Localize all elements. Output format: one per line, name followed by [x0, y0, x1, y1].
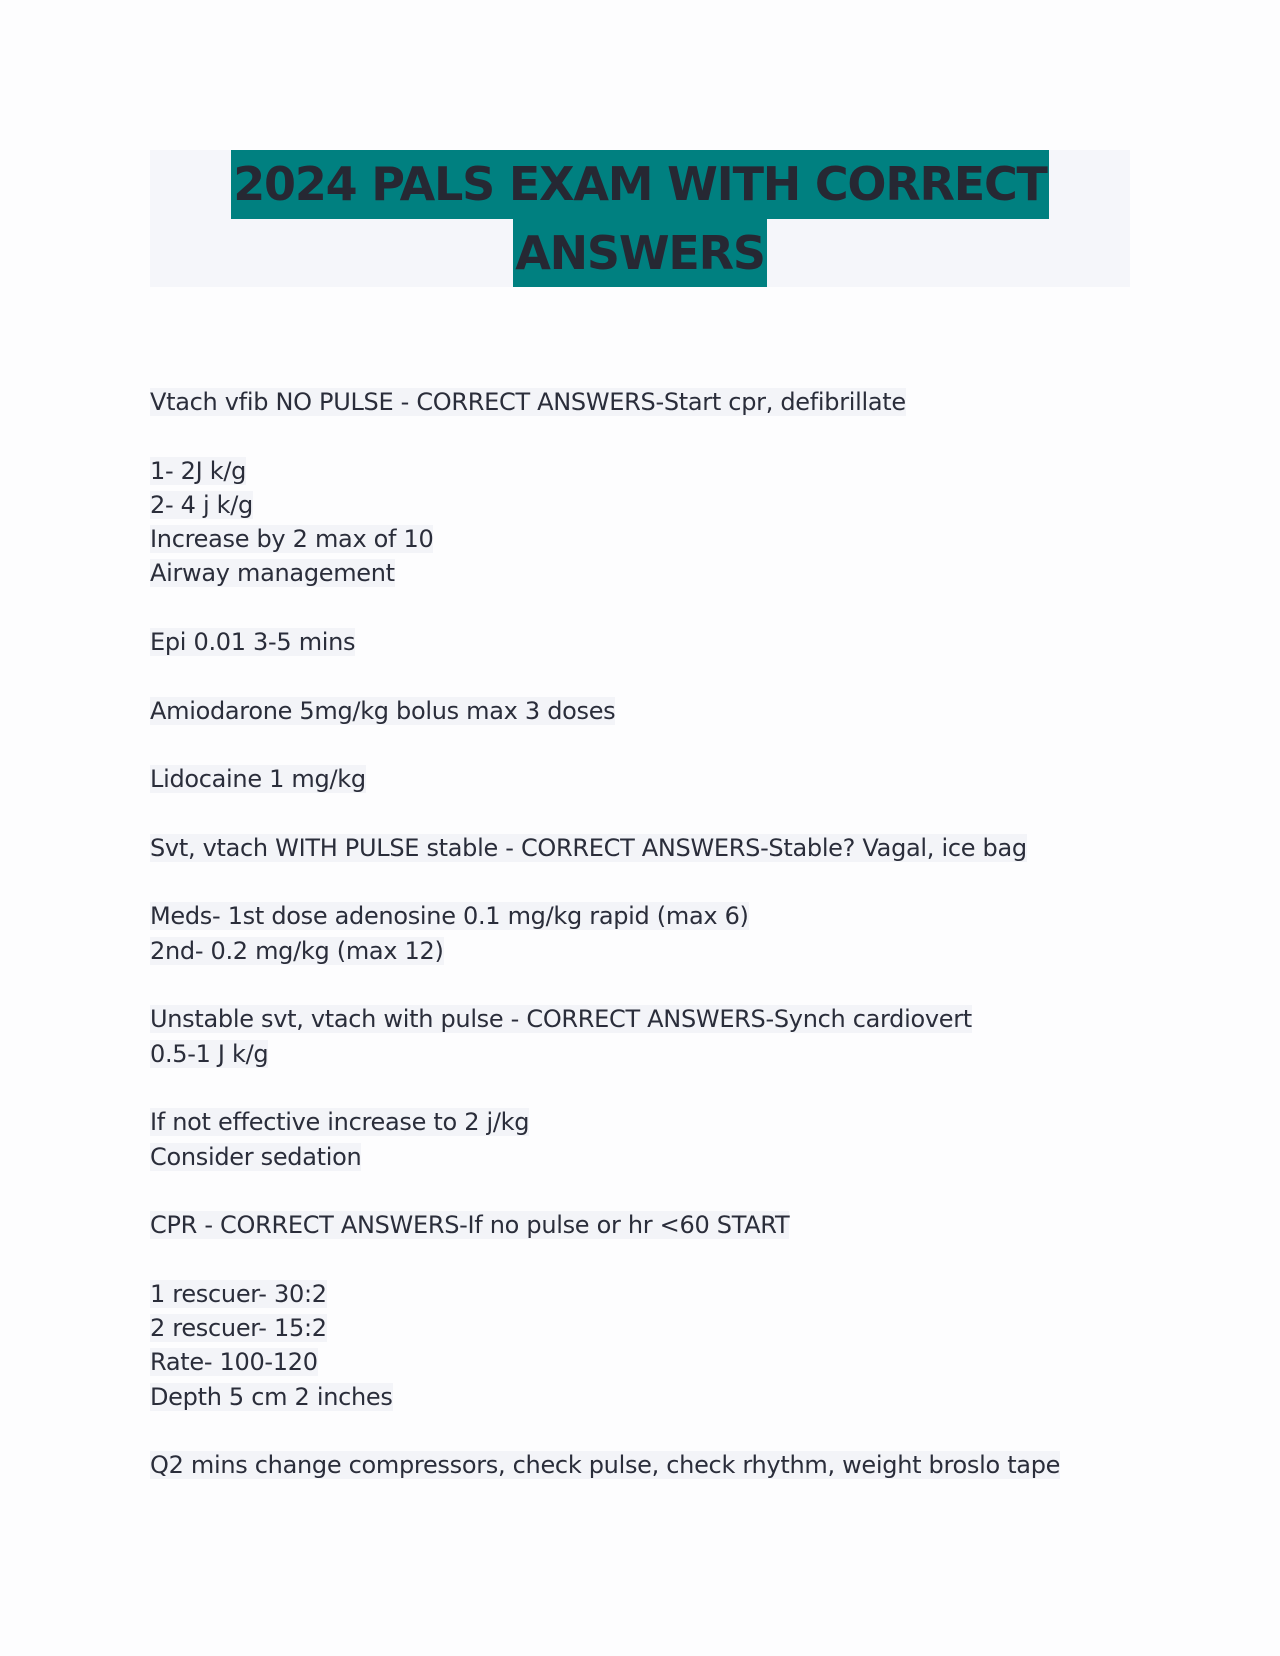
paragraph	[150, 1208, 1130, 1242]
paragraph	[150, 694, 1130, 728]
paragraph	[150, 1105, 1130, 1174]
text-line: 0.5-1 J k/g	[150, 1039, 269, 1068]
text-line: Meds- 1st dose adenosine 0.1 mg/kg rapid (max 6)	[150, 902, 749, 931]
text-line: Amiodarone 5mg/kg bolus max 3 doses	[150, 696, 616, 725]
text-line: 2nd- 0.2 mg/kg (max 12)	[150, 936, 444, 965]
text-line: 2 rescuer- 15:2	[150, 1314, 327, 1343]
document-title-line-2: ANSWERS	[513, 219, 767, 288]
paragraph	[150, 625, 1130, 659]
document-title-line-1: 2024 PALS EXAM WITH CORRECT	[231, 150, 1048, 219]
text-line: CPR - CORRECT ANSWERS-If no pulse or hr <60 START	[150, 1211, 790, 1240]
text-line: Svt, vtach WITH PULSE stable - CORRECT ANSWERS-Stable? Vagal, ice bag	[150, 833, 1027, 862]
text-line: 1- 2J k/g	[150, 456, 247, 485]
paragraph	[150, 762, 1130, 796]
text-line: Q2 mins change compressors, check pulse, check rhythm, weight broslo tape	[150, 1451, 1061, 1480]
text-line: Unstable svt, vtach with pulse - CORRECT ANSWERS-Synch cardiovert	[150, 1005, 972, 1034]
paragraph	[150, 831, 1130, 865]
text-line: Epi 0.01 3-5 mins	[150, 628, 356, 657]
paragraph	[150, 1448, 1130, 1482]
text-line: Lidocaine 1 mg/kg	[150, 765, 366, 794]
paragraph	[150, 385, 1130, 419]
text-line: Rate- 100-120	[150, 1348, 318, 1377]
text-line: Consider sedation	[150, 1142, 362, 1171]
title-block	[150, 150, 1130, 287]
paragraph	[150, 899, 1130, 968]
text-line: If not effective increase to 2 j/kg	[150, 1108, 530, 1137]
text-line: Depth 5 cm 2 inches	[150, 1382, 393, 1411]
document-page	[150, 150, 1130, 1517]
paragraph	[150, 454, 1130, 591]
text-line: Airway management	[150, 559, 395, 588]
paragraph	[150, 1002, 1130, 1071]
document-body	[150, 385, 1130, 1483]
text-line: Vtach vfib NO PULSE - CORRECT ANSWERS-Start cpr, defibrillate	[150, 388, 906, 416]
text-line: 1 rescuer- 30:2	[150, 1279, 327, 1308]
text-line: 2- 4 j k/g	[150, 490, 253, 519]
text-line: Increase by 2 max of 10	[150, 525, 434, 554]
paragraph	[150, 1277, 1130, 1414]
